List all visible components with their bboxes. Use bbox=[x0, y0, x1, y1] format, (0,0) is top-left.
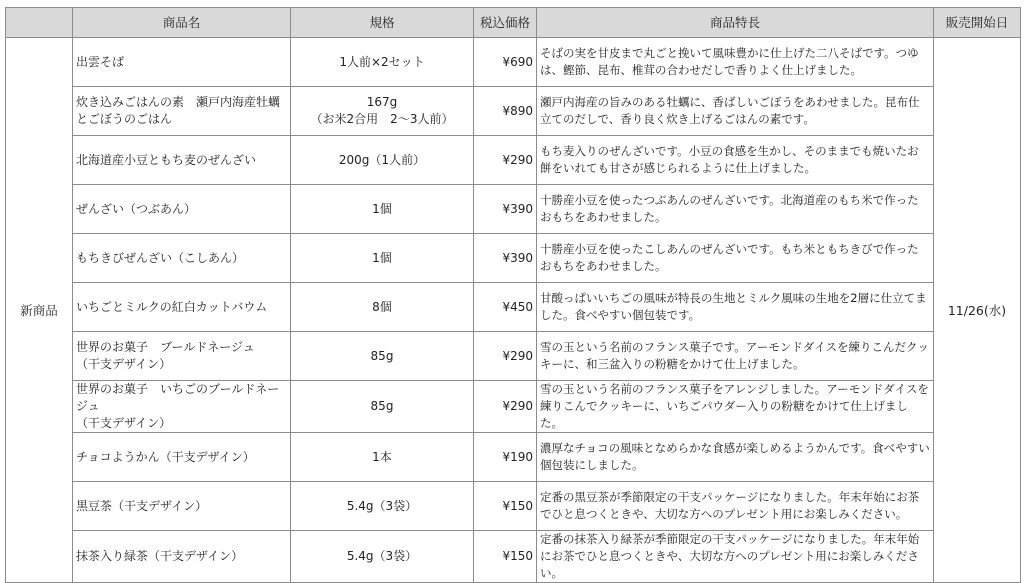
header-name: 商品名 bbox=[73, 8, 291, 38]
header-price: 税込価格 bbox=[474, 8, 537, 38]
product-description: 雪の玉という名前のフランス菓子です。アーモンドダイスを練りこんだクッキーに、和三盆入りの粉糖をかけて仕上げました。 bbox=[537, 332, 934, 381]
table-row bbox=[6, 332, 1021, 381]
product-spec: 167g （お米2合用 2～3人前） bbox=[291, 87, 474, 136]
product-price: ¥290 bbox=[474, 381, 537, 433]
product-spec: 85g bbox=[291, 332, 474, 381]
product-spec: 85g bbox=[291, 381, 474, 433]
product-description: 十勝産小豆を使ったこしあんのぜんざいです。もち米ともちきびで作ったおもちをあわせました。 bbox=[537, 234, 934, 283]
product-name: 出雲そば bbox=[73, 38, 291, 87]
product-spec: 1本 bbox=[291, 433, 474, 482]
product-price: ¥450 bbox=[474, 283, 537, 332]
product-table bbox=[5, 7, 1021, 583]
product-name: 炊き込みごはんの素 瀬戸内海産牡蠣とごぼうのごはん bbox=[73, 87, 291, 136]
product-description: 定番の黒豆茶が季節限定の干支パッケージになりました。年末年始にお茶でひと息つくときや、大切な方へのプレゼント用にお楽しみください。 bbox=[537, 482, 934, 531]
group-label: 新商品 bbox=[6, 38, 73, 583]
product-price: ¥390 bbox=[474, 185, 537, 234]
product-name: いちごとミルクの紅白カットバウム bbox=[73, 283, 291, 332]
product-name: 北海道産小豆ともち麦のぜんざい bbox=[73, 136, 291, 185]
product-price: ¥390 bbox=[474, 234, 537, 283]
table-row bbox=[6, 234, 1021, 283]
header-row bbox=[6, 8, 1021, 38]
product-spec: 1人前×2セット bbox=[291, 38, 474, 87]
product-description: 十勝産小豆を使ったつぶあんのぜんざいです。北海道産のもち米で作ったおもちをあわせました。 bbox=[537, 185, 934, 234]
product-spec: 8個 bbox=[291, 283, 474, 332]
header-release: 販売開始日 bbox=[934, 8, 1021, 38]
table-row bbox=[6, 38, 1021, 87]
table-row bbox=[6, 482, 1021, 531]
product-description: もち麦入りのぜんざいです。小豆の食感を生かし、そのままでも焼いたお餅をいれても甘さが感じられるように仕上げました。 bbox=[537, 136, 934, 185]
table-row bbox=[6, 531, 1021, 583]
product-name: チョコようかん（干支デザイン） bbox=[73, 433, 291, 482]
header-spec: 規格 bbox=[291, 8, 474, 38]
product-spec: 1個 bbox=[291, 185, 474, 234]
table-row bbox=[6, 185, 1021, 234]
product-name: 黒豆茶（干支デザイン） bbox=[73, 482, 291, 531]
product-price: ¥290 bbox=[474, 332, 537, 381]
product-price: ¥190 bbox=[474, 433, 537, 482]
product-name: もちきびぜんざい（こしあん） bbox=[73, 234, 291, 283]
product-spec: 5.4g（3袋） bbox=[291, 531, 474, 583]
product-name: ぜんざい（つぶあん） bbox=[73, 185, 291, 234]
product-name: 世界のお菓子 ブールドネージュ （干支デザイン） bbox=[73, 332, 291, 381]
product-description: 定番の抹茶入り緑茶が季節限定の干支パッケージになりました。年末年始にお茶でひと息つくときや、大切な方へのプレゼント用にお楽しみください。 bbox=[537, 531, 934, 583]
product-price: ¥150 bbox=[474, 531, 537, 583]
product-price: ¥150 bbox=[474, 482, 537, 531]
product-price: ¥890 bbox=[474, 87, 537, 136]
table-row bbox=[6, 381, 1021, 433]
table-body bbox=[6, 38, 1021, 583]
product-description: 甘酸っぱいいちごの風味が特長の生地とミルク風味の生地を2層に仕立てました。食べやすい個包装です。 bbox=[537, 283, 934, 332]
header-category bbox=[6, 8, 73, 38]
product-description: 瀬戸内海産の旨みのある牡蠣に、香ばしいごぼうをあわせました。昆布仕立てのだしで、香り良く炊き上げるごはんの素です。 bbox=[537, 87, 934, 136]
table-row bbox=[6, 87, 1021, 136]
header-features: 商品特長 bbox=[537, 8, 934, 38]
table-row bbox=[6, 136, 1021, 185]
product-name: 世界のお菓子 いちごのブールドネージュ （干支デザイン） bbox=[73, 381, 291, 433]
product-price: ¥690 bbox=[474, 38, 537, 87]
product-price: ¥290 bbox=[474, 136, 537, 185]
product-spec: 5.4g（3袋） bbox=[291, 482, 474, 531]
product-name: 抹茶入り緑茶（干支デザイン） bbox=[73, 531, 291, 583]
table-row bbox=[6, 283, 1021, 332]
product-description: 濃厚なチョコの風味となめらかな食感が楽しめるようかんです。食べやすい個包装にしました。 bbox=[537, 433, 934, 482]
table-row bbox=[6, 433, 1021, 482]
product-spec: 200g（1人前） bbox=[291, 136, 474, 185]
product-spec: 1個 bbox=[291, 234, 474, 283]
product-description: 雪の玉という名前のフランス菓子をアレンジしました。アーモンドダイスを練りこんでクッキーに、いちごパウダー入りの粉糖をかけて仕上げました。 bbox=[537, 381, 934, 433]
product-description: そばの実を甘皮まで丸ごと挽いて風味豊かに仕上げた二八そばです。つゆは、鰹節、昆布、椎茸の合わせだしで香りよく仕上げました。 bbox=[537, 38, 934, 87]
release-date: 11/26(水) bbox=[934, 38, 1021, 583]
